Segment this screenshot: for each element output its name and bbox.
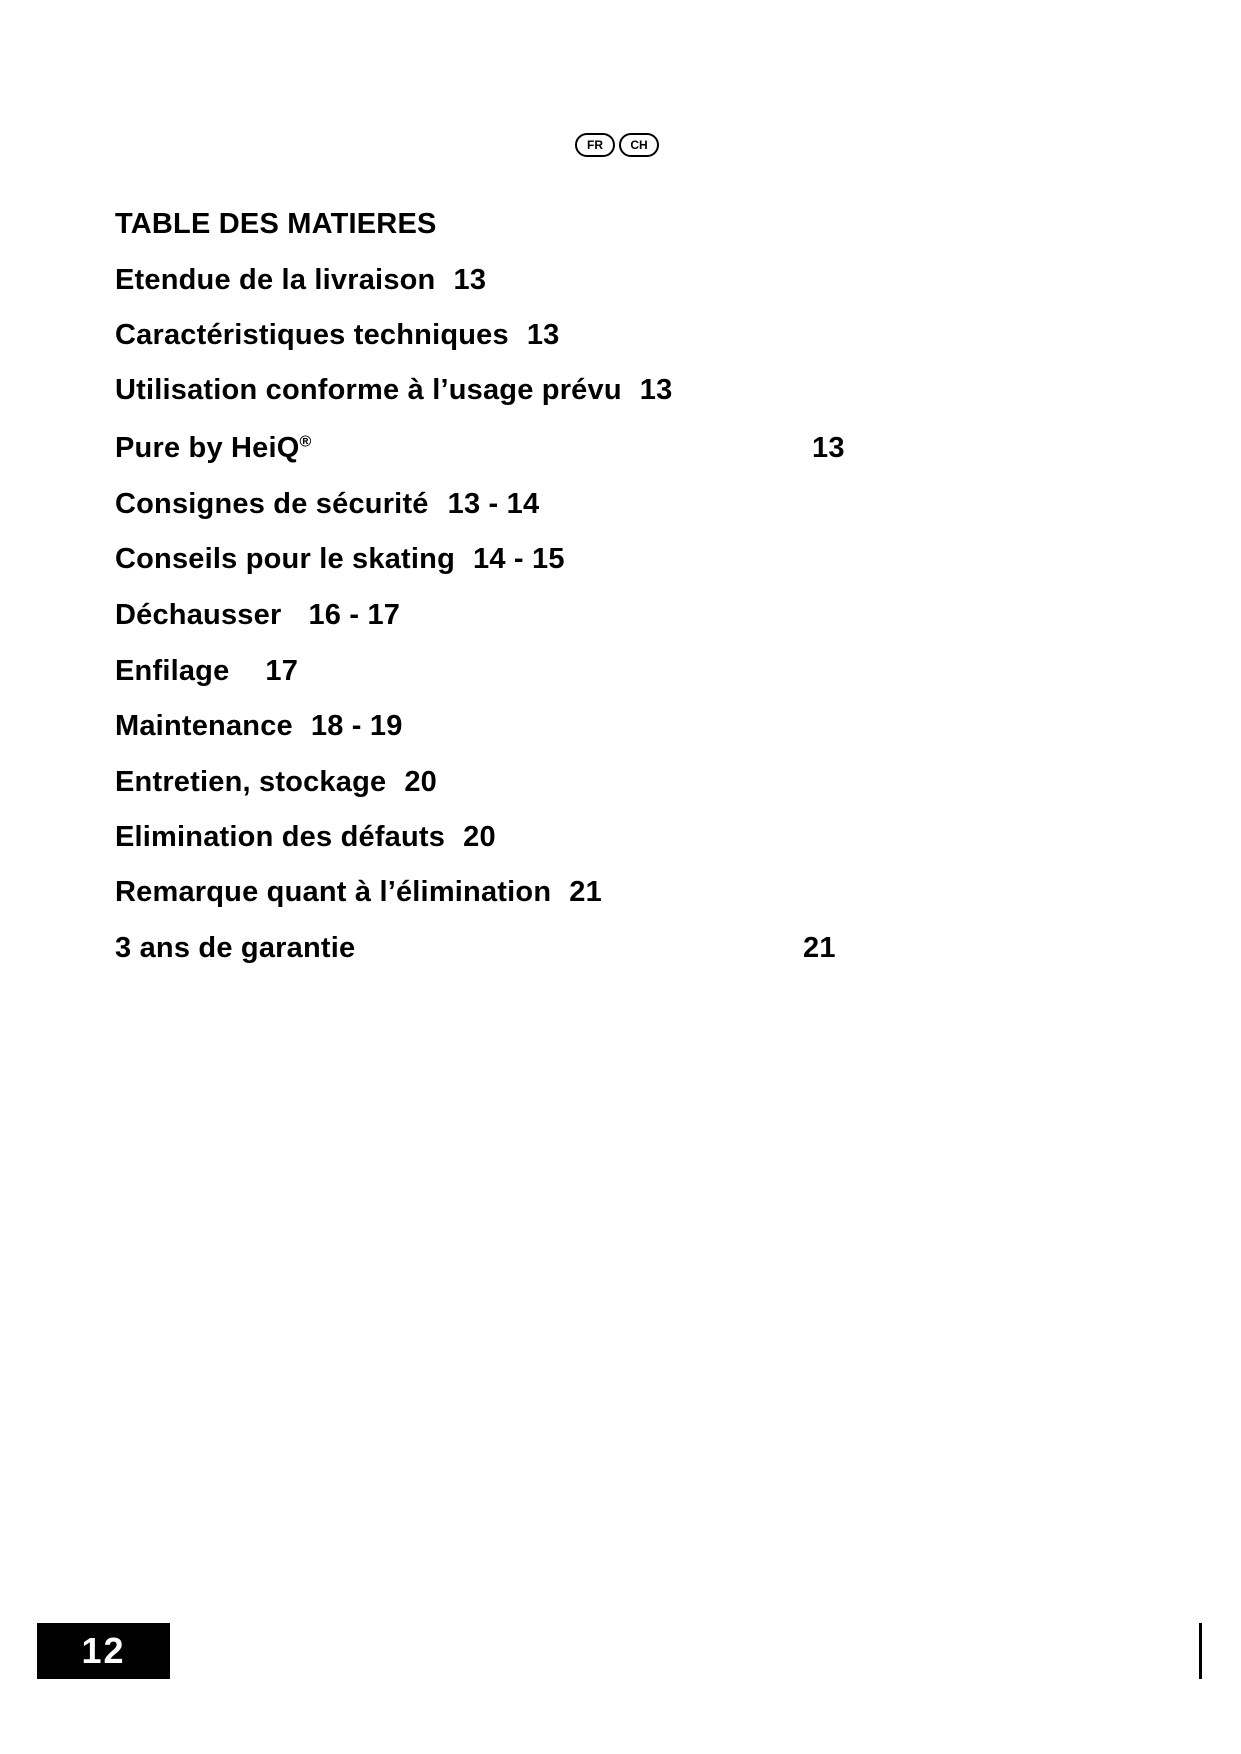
toc-entry bbox=[115, 597, 400, 633]
toc-entry bbox=[115, 930, 1015, 966]
toc-entry-title: Pure by HeiQ bbox=[115, 432, 300, 464]
toc-entry-title: 3 ans de garantie bbox=[115, 932, 356, 964]
toc-entry-pages: 21 bbox=[569, 876, 602, 908]
country-badge-fr: FR bbox=[575, 133, 615, 157]
toc-entry bbox=[115, 317, 560, 353]
toc-entry-pages: 13 - 14 bbox=[447, 488, 540, 520]
toc-entry bbox=[115, 819, 496, 855]
toc-entry-pages: 17 bbox=[265, 655, 299, 687]
toc-entry bbox=[115, 486, 539, 522]
page-number: 12 bbox=[37, 1623, 170, 1679]
toc-entry bbox=[115, 541, 565, 577]
toc-entry-title: Déchausser bbox=[115, 599, 282, 631]
toc-entry bbox=[115, 874, 602, 910]
toc-entry bbox=[115, 430, 1015, 466]
toc-entry-pages: 13 bbox=[453, 264, 487, 296]
toc-entry-pages: 20 bbox=[463, 821, 496, 853]
registered-mark: ® bbox=[299, 433, 312, 451]
toc-entry bbox=[115, 262, 486, 298]
toc-entry bbox=[115, 764, 437, 800]
toc-entry-title: Etendue de la livraison bbox=[115, 264, 436, 296]
country-badge-ch: CH bbox=[619, 133, 659, 157]
toc-entry-title: Enfilage bbox=[115, 655, 230, 687]
toc-entry-title: Utilisation conforme à l’usage prévu bbox=[115, 374, 622, 406]
toc-entry-title: Conseils pour le skating bbox=[115, 543, 455, 575]
toc-entry-title: Consignes de sécurité bbox=[115, 488, 429, 520]
toc-entry-pages: 13 bbox=[526, 319, 560, 351]
margin-rule bbox=[1199, 1623, 1202, 1679]
toc-entry bbox=[115, 708, 403, 744]
toc-entry-pages: 13 bbox=[812, 432, 845, 464]
toc-entry-title: Caractéristiques techniques bbox=[115, 319, 509, 351]
toc-entry-pages: 16 - 17 bbox=[308, 599, 401, 631]
toc-entry-pages: 20 bbox=[404, 766, 437, 798]
toc-entry-title: Elimination des défauts bbox=[115, 821, 446, 853]
toc-title: TABLE DES MATIERES bbox=[115, 208, 437, 240]
toc-entry-pages: 13 bbox=[639, 374, 673, 406]
toc-entry-title: Maintenance bbox=[115, 710, 293, 742]
toc-entry-title: Remarque quant à l’élimination bbox=[115, 876, 552, 908]
toc-entry-pages: 21 bbox=[803, 932, 836, 964]
toc-entry bbox=[115, 653, 298, 689]
toc-entry-pages: 18 - 19 bbox=[310, 710, 403, 742]
toc-entry-title: Entretien, stockage bbox=[115, 766, 387, 798]
toc-entry-pages: 14 - 15 bbox=[473, 543, 565, 575]
toc-entry bbox=[115, 372, 672, 408]
